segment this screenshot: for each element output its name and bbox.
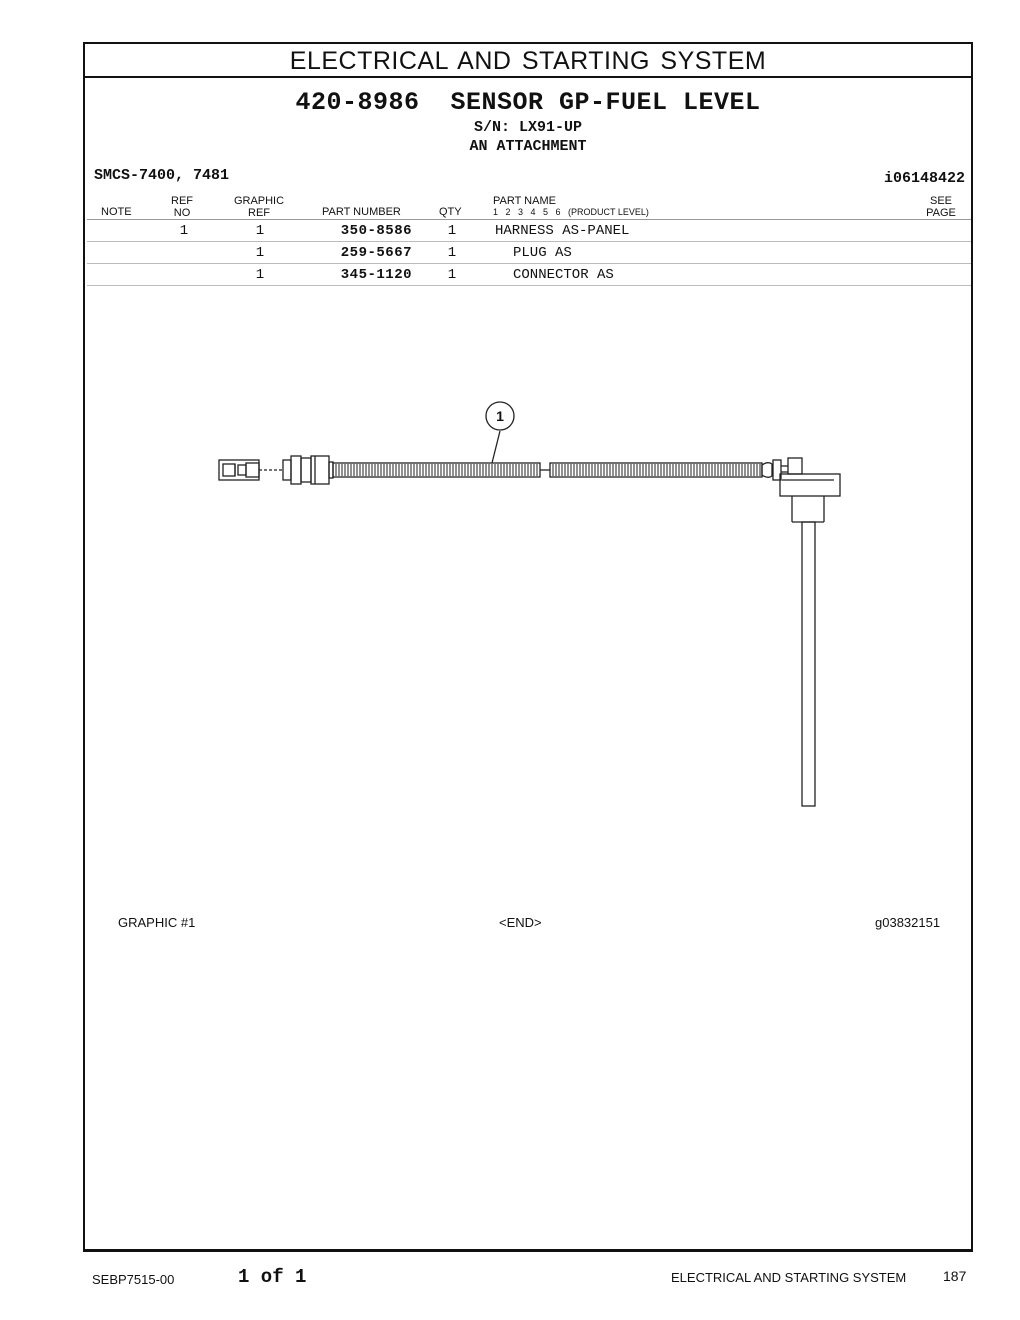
page-of: 1 of 1	[238, 1266, 307, 1288]
header-graphic-ref: GRAPHIC REF	[233, 195, 285, 219]
ref-no: 1	[179, 223, 189, 239]
qty: 1	[447, 245, 457, 261]
section-title: ELECTRICAL AND STARTING SYSTEM	[85, 44, 971, 78]
header-part-name: PART NAME	[493, 195, 556, 207]
illustration-id: i06148422	[883, 170, 965, 187]
harness-tube	[333, 463, 762, 477]
header-qty: QTY	[439, 206, 462, 218]
footer-section: ELECTRICAL AND STARTING SYSTEM	[671, 1270, 907, 1285]
smcs-codes: SMCS-7400, 7481	[94, 167, 230, 184]
doc-number: SEBP7515-00	[92, 1272, 175, 1287]
graphic-label: GRAPHIC #1	[118, 915, 196, 930]
graphic-ref: 1	[255, 223, 265, 239]
graphic-id: g03832151	[875, 915, 941, 930]
qty: 1	[447, 267, 457, 283]
page-number: 187	[943, 1268, 967, 1284]
sensor-icon	[762, 458, 840, 806]
graphic-ref: 1	[255, 267, 265, 283]
callout-leader	[492, 431, 500, 463]
group-number: 420-8986	[295, 88, 420, 117]
part-number: 259-5667	[340, 245, 412, 261]
part-name: CONNECTOR AS	[513, 267, 614, 283]
attachment-label: AN ATTACHMENT	[469, 138, 587, 155]
part-number: 345-1120	[340, 267, 412, 283]
plug-icon	[219, 460, 283, 480]
qty: 1	[447, 223, 457, 239]
header-ref-no: REF NO	[171, 195, 193, 219]
header-product-levels: 1 2 3 4 5 6 (PRODUCT LEVEL)	[493, 207, 649, 217]
group-name: SENSOR GP-FUEL LEVEL	[450, 88, 761, 117]
part-name: PLUG AS	[513, 245, 572, 261]
callout-number: 1	[496, 408, 504, 424]
harness-illustration	[85, 44, 971, 1249]
header-part-number: PART NUMBER	[322, 206, 401, 218]
page-frame	[83, 42, 973, 1252]
header-note: NOTE	[101, 206, 132, 218]
end-label: <END>	[499, 915, 542, 930]
graphic-ref: 1	[255, 245, 265, 261]
part-name: HARNESS AS-PANEL	[495, 223, 630, 239]
header-see-page: SEE PAGE	[926, 195, 956, 219]
serial-number: S/N: LX91-UP	[473, 119, 583, 136]
connector-icon	[283, 456, 333, 484]
part-number: 350-8586	[340, 223, 412, 239]
